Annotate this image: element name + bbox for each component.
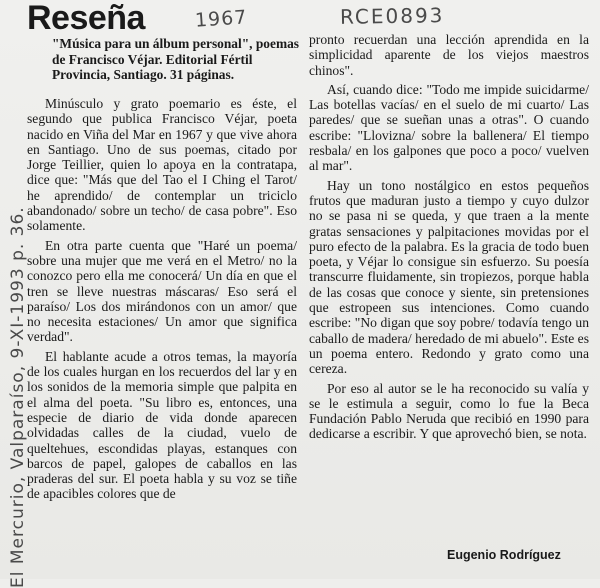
paragraph: pronto recuerdan una lección aprendida en la simplicidad aparente de los viejos maestros chinos". <box>309 32 589 78</box>
paragraph: Minúsculo y grato poemario es éste, el segundo que publica Francisco Véjar, poeta nacido en Viña del Mar en 1967 y que vive ahora en Santiago. Uno de sus poemas, citado por Jorge Teillier, quien lo apoya en la contratapa, dice que: "Más que del Tao el I Ching el Tarot/ he aprendido/ de contemplar un triciclo abandonado/ sobre un techo/ de casa pobre". Eso solamente. <box>27 96 297 234</box>
paragraph: El hablante acude a otros temas, la mayoría de los cuales hurgan en los recuerdos del lar y en los sonidos de la memoria simple que palpita en el alma del poeta. "Su libro es, entonces, una especie de diario de vida donde aparecen olvidadas calles de la ciudad, vuelo de queltehues, escondidas playas, estanques con barcos de papel, galopes de caballos en las praderas del sur. El poeta habla y su voz se tiñe de apacibles colores que de <box>27 348 297 502</box>
handwritten-archive-code: RCE0893 <box>339 3 445 29</box>
column-right <box>309 32 589 446</box>
page-title: Reseña <box>27 0 145 37</box>
handwritten-source-note: El Mercurio, Valparaíso, 9-XI-1993 p. 36. <box>8 206 28 588</box>
publication-info: "Música para un álbum personal", poemas de Francisco Véjar. Editorial Fértil Provincia, Santiago. 31 páginas. <box>52 36 300 82</box>
paragraph: Así, cuando dice: "Todo me impide suicidarme/ Las botellas vacías/ en el suelo de mi cuarto/ Las paredes/ que se sueñan unas a otras". O cuando escribe: "Llovizna/ sobre la ballenera/ El tiempo resbala/ en los galpones que poco a poco/ vuelven al mar". <box>309 81 589 174</box>
handwritten-year: 1967 <box>194 6 249 32</box>
column-left <box>27 96 297 506</box>
paragraph: En otra parte cuenta que "Haré un poema/ sobre una mujer que me verá en el Metro/ no la conozco pero ella me conocerá/ Un día en que el tren se lleve nuestras máscaras/ Eso será el paraíso/ Los dos mirándonos con un amor/ que no necesita estaciones/ Un amor que significa verdad". <box>27 237 297 345</box>
paragraph: Por eso al autor se le ha reconocido su valía y se le estimula a seguir, como lo fue la Beca Fundación Pablo Neruda que recibió en 1990 para dedicarse a escribir. Y que aprovechó bien, se nota. <box>309 380 589 442</box>
paragraph: Hay un tono nostálgico en estos pequeños frutos que maduran justo a tiempo y cuyo dulzor no se pasa ni se queda, y que traen a la mente gratas sensaciones y palpitaciones movidas por el puro efecto de la palabra. Es la gracia de todo buen poeta, y Véjar lo consigue sin esfuerzo. Su poesía transcurre fluidamente, sin tropiezos, porque habla de las cosas que conoce y siente, sin pretensiones que estropeen sus intenciones. Como cuando escribe: "No digan que soy pobre/ todavía tengo un caballo de madera/ heredado de mi abuelo". Este es un poema entero. Redondo y grato como una cereza. <box>309 177 589 377</box>
author-signature: Eugenio Rodríguez <box>447 548 561 562</box>
